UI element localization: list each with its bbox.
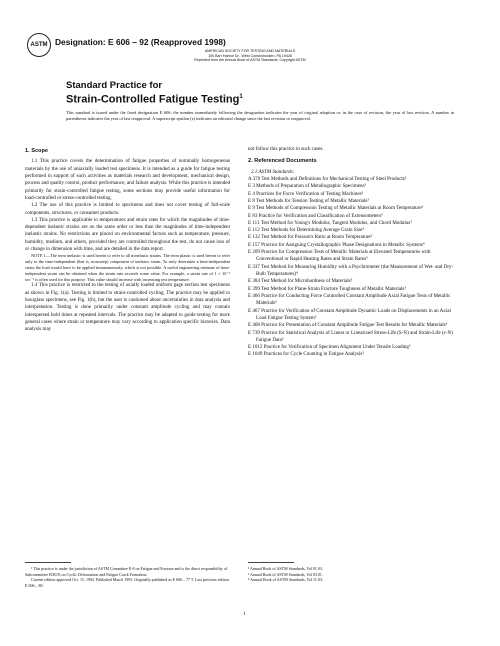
footnote: ² Annual Book of ASTM Standards, Vol 01.03. [248, 566, 323, 571]
footnotes-left [25, 566, 230, 588]
reference-item: E 468 Practice for Presentation of Constant Amplitude Fatigue Test Results for Metallic Materials³ [248, 322, 448, 329]
footnote: ⁴ Annual Book of ASTM Standards, Vol 11.03. [248, 577, 323, 583]
publisher-block [120, 49, 380, 63]
subsection-label: 2.1 ASTM Standards: [251, 168, 295, 175]
footnotes-right [248, 566, 458, 583]
reference-item: E 337 Test Method for Measuring Humidity with a Psychrometer (the Measurement of Wet- and Dry-Bulb Temperatures)⁴ [248, 263, 454, 277]
footnote-rule [25, 562, 71, 563]
reference-item: E 739 Practice for Statistical Analysis of Linear or Linearized Stress-Life (S-N) and Strain-Life (ε-N) Fatigue Data³ [248, 329, 453, 343]
reference-item: E 4 Practices for Force Verification of Testing Machines³ [248, 190, 364, 197]
reference-item: E 157 Practice for Assigning Crystallographic Phase Designations in Metallic Systems⁴ [248, 241, 425, 248]
paragraph-continuation: not follow this practice in such cases. [248, 146, 324, 152]
left-column [25, 146, 230, 334]
reference-item: E 1049 Practices for Cycle Counting in Fatigue Analysis³ [248, 351, 364, 358]
reference-item: E 9 Test Methods of Compression Testing of Metallic Materials at Room Temperature³ [248, 205, 424, 212]
publisher-line: AMERICAN SOCIETY FOR TESTING AND MATERIALS [204, 49, 296, 53]
intro-notice: This standard is issued under the fixed designation E 606; the number immediately following the designation indicates the year of original adoption or, in the case of revision, the year of last revision. A number in parentheses indicates the year of last reapproval. A superscript epsilon (ε) indicates an editorial change since the last revision or reapproval. [66, 110, 454, 121]
title-line-1: Standard Practice for [66, 80, 163, 91]
reference-item: E 467 Practice for Verification of Constant Amplitude Dynamic Loads on Displacements in an Axial Load Fatigue Testing System³ [248, 307, 451, 321]
note: NOTE 1—The term inelastic is used herein to refer to all nonelastic strains. The term plastic is used herein to refer only to the time-independent (that is, noncreep) component of inelastic strain. To truly determine a time-independent strain the load would have to be applied instantaneously, which is not possible. A useful engineering estimate of time-independent strain can be obtained when the strain rate exceeds some value. For example, a strain rate of 1 × 10⁻³ sec⁻¹ is often used for this purpose. This value should increase with increasing test temperature. [25, 253, 230, 282]
right-column [248, 146, 458, 359]
paragraph: 1.1 This practice covers the determination of fatigue properties of nominally homogeneous materials by the use of uniaxially loaded test specimens. It is intended as a guide for fatigue testing performed in support of such activities as materials research and development, mechanical design, process and quality control, product performance, and failure analysis. While this practice is intended primarily for strain-controlled fatigue testing, some sections may provide useful information for load-controlled or stress-controlled testing. [25, 158, 230, 201]
reference-list [248, 176, 458, 359]
reference-item: E 209 Practice for Compression Tests of Metallic Materials at Elevated Temperatures with Conventional or Rapid Heating Rates and Strain Rates³ [248, 249, 431, 263]
footnote: ³ Annual Book of ASTM Standards, Vol 03.01. [248, 571, 323, 577]
reference-item: E 8 Test Methods for Tension Testing of Metallic Materials³ [248, 197, 369, 204]
reference-item: A 370 Test Methods and Definitions for Mechanical Testing of Steel Products² [248, 175, 407, 182]
reference-item: E 1012 Practice for Verification of Specimen Alignment Under Tensile Loading³ [248, 344, 411, 351]
reference-item: E 399 Test Method for Plane-Strain Fracture Toughness of Metallic Materials³ [248, 285, 406, 292]
page-number: 1 [243, 612, 246, 617]
reference-item: E 83 Practice for Verification and Classification of Extensometers³ [248, 212, 383, 219]
paragraph: 1.4 This practice is restricted to the testing of axially loaded uniform gage section test specimens as shown in Fig. 1(a). Testing is limited to strain-controlled cycling. The practice may be applied to hourglass specimens, see Fig. 1(b), but the user is cautioned about uncertainties in data analysis and interpretation. Testing is done primarily under constant amplitude cycling and may contain interspersed hold times at repeated intervals. The practice may be adapted to guide testing for more general cases where strain or temperature may vary according to application specific histories. Data analysis may [25, 282, 230, 333]
footnote: Current edition approved Oct. 15, 1992. Published March 1993. Originally published as E 606 – 77 T. Last previous edition E 606 – 80. [25, 577, 229, 588]
paragraph: 1.3 This practice is applicable to temperatures and strain rates for which the magnitudes of time-dependent inelastic strains are on the same order or less than the magnitudes of time-independent inelastic strains. No restrictions are placed on environmental factors such as temperature, pressure, humidity, medium, and others, provided they are controlled throughout the test, do not cause loss of or change in dimension with time, and are detailed in the data report. [25, 216, 230, 253]
footnote-rule [248, 562, 294, 563]
reference-item: E 384 Test Method for Microhardness of Materials³ [248, 278, 353, 285]
publisher-line: 100 Barr Harbor Dr., West Conshohocken, PA 19428 [208, 53, 292, 58]
section-heading-references: 2. Referenced Documents [248, 158, 317, 165]
reference-item: E 3 Methods of Preparation of Metallographic Specimens³ [248, 183, 366, 190]
paragraph: 1.2 The use of this practice is limited to specimens and does not cover testing of full-scale components, structures, or consumer products. [25, 202, 230, 216]
title-line-2: Strain-Controlled Fatigue Testing$^1$ [66, 93, 243, 106]
designation: Designation: E 606 – 92 (Reapproved 1998) [55, 37, 226, 47]
reference-item: E 112 Test Methods for Determining Average Grain Size³ [248, 227, 364, 234]
astm-logo: ASTM [27, 33, 51, 57]
section-heading-scope: 1. Scope [25, 148, 49, 154]
document-title [66, 80, 243, 106]
footnote: ¹ This practice is under the jurisdiction of ASTM Committee E-8 on Fatigue and Fracture and is the direct responsibility of Subcommittee E08.05 on Cyclic Deformation and Fatigue Crack Formation. [25, 566, 228, 577]
reference-item: E 111 Test Method for Young's Modulus, Tangent Modulus, and Chord Modulus³ [248, 219, 412, 226]
reference-item: E 466 Practice for Conducting Force Controlled Constant Amplitude Axial Fatigue Tests of Metallic Materials³ [248, 292, 451, 307]
publisher-line: Reprinted from the Annual Book of ASTM Standards. Copyright ASTM [194, 58, 306, 63]
reference-item: E 132 Test Method for Poisson's Ratio at Room Temperature³ [248, 234, 373, 241]
